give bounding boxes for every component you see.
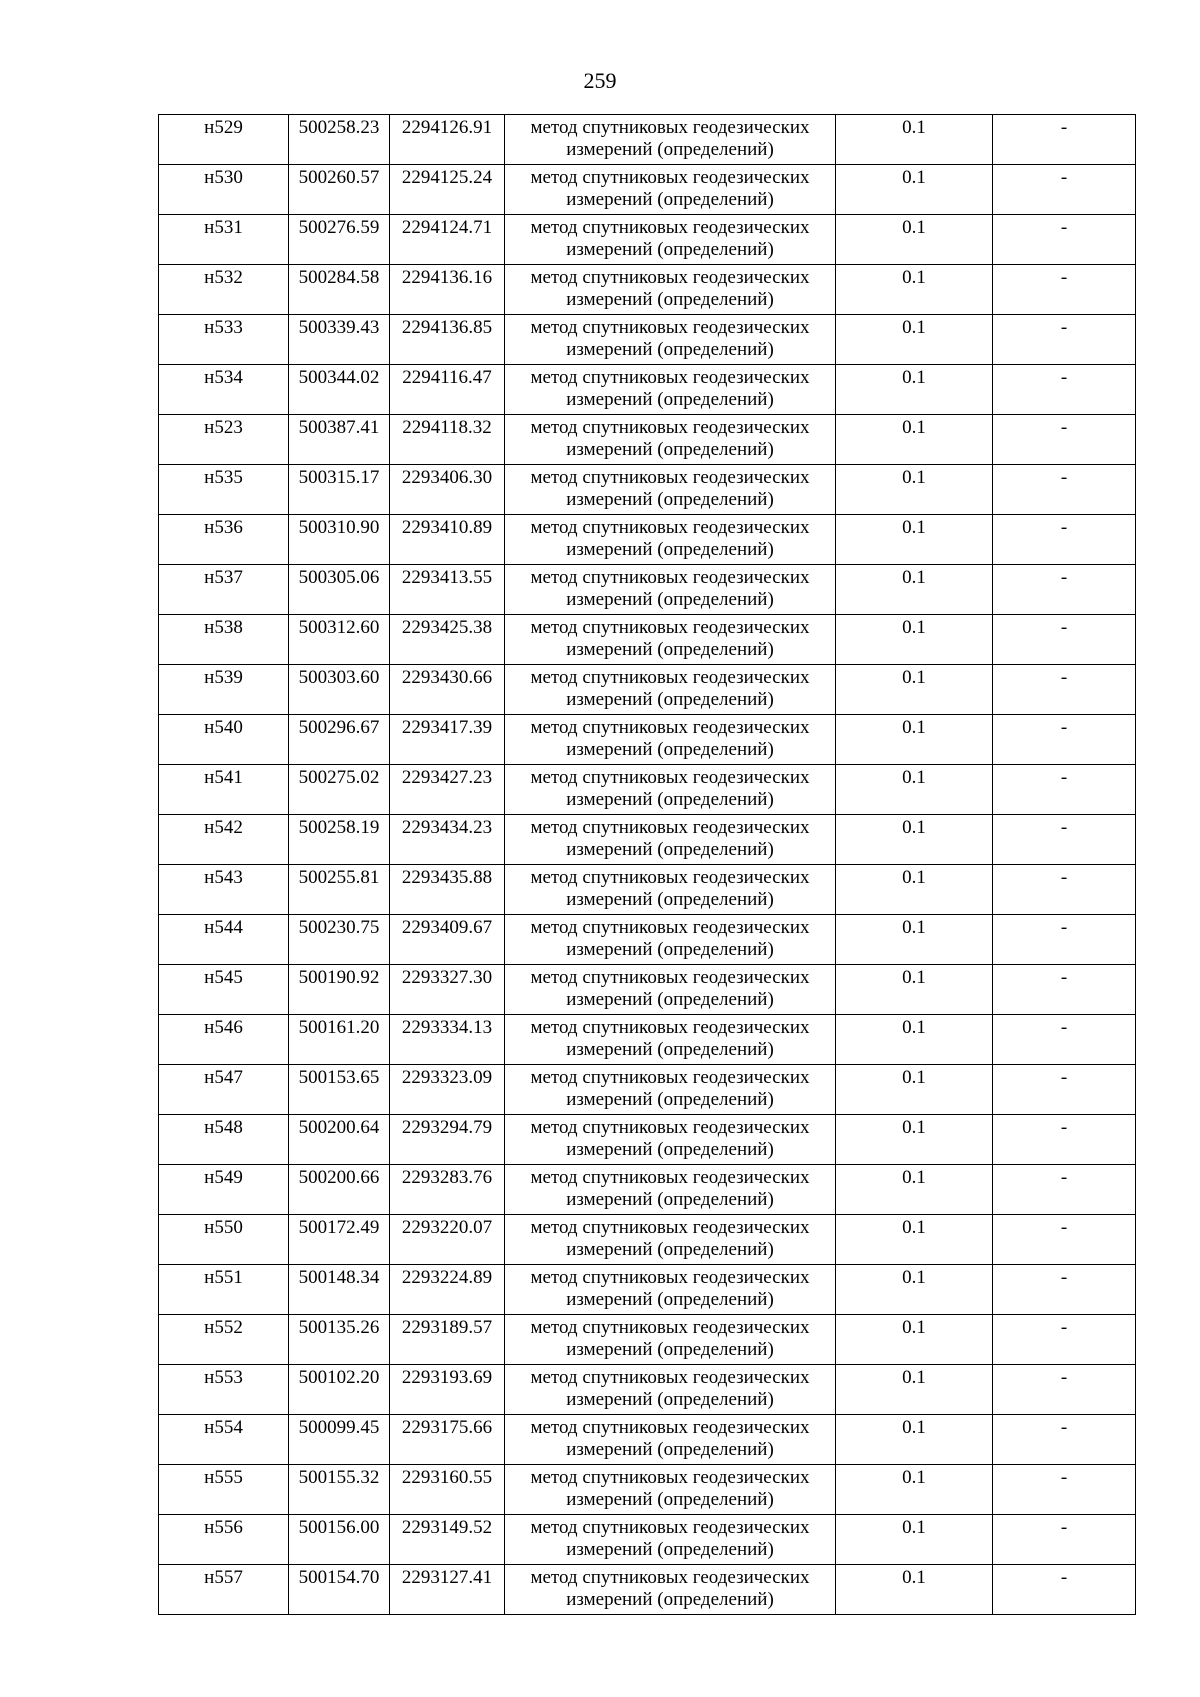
method-line-1: метод спутниковых геодезических xyxy=(530,417,810,438)
method-line-1: метод спутниковых геодезических xyxy=(530,167,810,188)
accuracy-cell: 0.1 xyxy=(836,415,993,465)
accuracy-cell: 0.1 xyxy=(836,1365,993,1415)
y-coordinate-cell: 2293193.69 xyxy=(390,1365,505,1415)
table-row xyxy=(159,1365,1136,1415)
method-line-2: измерений (определений) xyxy=(566,1589,774,1610)
x-coordinate-cell: 500148.34 xyxy=(289,1265,390,1315)
method-line-1: метод спутниковых геодезических xyxy=(530,267,810,288)
method-line-1: метод спутниковых геодезических xyxy=(530,667,810,688)
method-line-1: метод спутниковых геодезических xyxy=(530,1267,810,1288)
table-row xyxy=(159,765,1136,815)
method-cell xyxy=(505,1165,836,1215)
point-name-cell: н535 xyxy=(159,465,289,515)
point-name-cell: н548 xyxy=(159,1115,289,1165)
accuracy-cell: 0.1 xyxy=(836,765,993,815)
table-row xyxy=(159,1465,1136,1515)
table-row xyxy=(159,965,1136,1015)
method-line-1: метод спутниковых геодезических xyxy=(530,1067,810,1088)
extra-cell: - xyxy=(993,1515,1136,1565)
accuracy-cell: 0.1 xyxy=(836,1265,993,1315)
method-cell xyxy=(505,1015,836,1065)
method-cell xyxy=(505,515,836,565)
method-cell xyxy=(505,965,836,1015)
table-row xyxy=(159,1265,1136,1315)
x-coordinate-cell: 500305.06 xyxy=(289,565,390,615)
y-coordinate-cell: 2293160.55 xyxy=(390,1465,505,1515)
accuracy-cell: 0.1 xyxy=(836,715,993,765)
extra-cell: - xyxy=(993,665,1136,715)
method-line-1: метод спутниковых геодезических xyxy=(530,1517,810,1538)
extra-cell: - xyxy=(993,515,1136,565)
accuracy-cell: 0.1 xyxy=(836,1415,993,1465)
method-line-2: измерений (определений) xyxy=(566,339,774,360)
accuracy-cell: 0.1 xyxy=(836,915,993,965)
x-coordinate-cell: 500190.92 xyxy=(289,965,390,1015)
method-line-1: метод спутниковых геодезических xyxy=(530,1217,810,1238)
x-coordinate-cell: 500099.45 xyxy=(289,1415,390,1465)
method-line-1: метод спутниковых геодезических xyxy=(530,1567,810,1588)
method-cell xyxy=(505,1515,836,1565)
method-line-2: измерений (определений) xyxy=(566,439,774,460)
point-name-cell: н555 xyxy=(159,1465,289,1515)
y-coordinate-cell: 2293175.66 xyxy=(390,1415,505,1465)
method-line-1: метод спутниковых геодезических xyxy=(530,1367,810,1388)
method-line-2: измерений (определений) xyxy=(566,389,774,410)
accuracy-cell: 0.1 xyxy=(836,1115,993,1165)
x-coordinate-cell: 500153.65 xyxy=(289,1065,390,1115)
method-line-2: измерений (определений) xyxy=(566,1239,774,1260)
accuracy-cell: 0.1 xyxy=(836,1565,993,1615)
method-line-1: метод спутниковых геодезических xyxy=(530,967,810,988)
y-coordinate-cell: 2293294.79 xyxy=(390,1115,505,1165)
y-coordinate-cell: 2293430.66 xyxy=(390,665,505,715)
accuracy-cell: 0.1 xyxy=(836,1465,993,1515)
point-name-cell: н547 xyxy=(159,1065,289,1115)
point-name-cell: н543 xyxy=(159,865,289,915)
x-coordinate-cell: 500135.26 xyxy=(289,1315,390,1365)
method-line-1: метод спутниковых геодезических xyxy=(530,1167,810,1188)
method-cell xyxy=(505,1365,836,1415)
accuracy-cell: 0.1 xyxy=(836,1015,993,1065)
table-row xyxy=(159,515,1136,565)
table-row xyxy=(159,865,1136,915)
table-row xyxy=(159,115,1136,165)
method-line-1: метод спутниковых геодезических xyxy=(530,1317,810,1338)
x-coordinate-cell: 500260.57 xyxy=(289,165,390,215)
y-coordinate-cell: 2293406.30 xyxy=(390,465,505,515)
method-line-2: измерений (определений) xyxy=(566,139,774,160)
method-line-2: измерений (определений) xyxy=(566,289,774,310)
extra-cell: - xyxy=(993,315,1136,365)
method-line-2: измерений (определений) xyxy=(566,939,774,960)
extra-cell: - xyxy=(993,415,1136,465)
method-cell xyxy=(505,1065,836,1115)
method-line-1: метод спутниковых геодезических xyxy=(530,1117,810,1138)
method-line-2: измерений (определений) xyxy=(566,1189,774,1210)
point-name-cell: н544 xyxy=(159,915,289,965)
extra-cell: - xyxy=(993,1565,1136,1615)
extra-cell: - xyxy=(993,1015,1136,1065)
method-line-2: измерений (определений) xyxy=(566,1339,774,1360)
accuracy-cell: 0.1 xyxy=(836,1065,993,1115)
table-row xyxy=(159,1415,1136,1465)
x-coordinate-cell: 500312.60 xyxy=(289,615,390,665)
x-coordinate-cell: 500200.66 xyxy=(289,1165,390,1215)
method-line-2: измерений (определений) xyxy=(566,489,774,510)
accuracy-cell: 0.1 xyxy=(836,115,993,165)
y-coordinate-cell: 2293410.89 xyxy=(390,515,505,565)
x-coordinate-cell: 500102.20 xyxy=(289,1365,390,1415)
method-line-2: измерений (определений) xyxy=(566,739,774,760)
method-line-2: измерений (определений) xyxy=(566,1439,774,1460)
y-coordinate-cell: 2293127.41 xyxy=(390,1565,505,1615)
y-coordinate-cell: 2293149.52 xyxy=(390,1515,505,1565)
extra-cell: - xyxy=(993,1065,1136,1115)
method-cell xyxy=(505,915,836,965)
method-cell xyxy=(505,1265,836,1315)
extra-cell: - xyxy=(993,815,1136,865)
y-coordinate-cell: 2293413.55 xyxy=(390,565,505,615)
x-coordinate-cell: 500172.49 xyxy=(289,1215,390,1265)
table-row xyxy=(159,415,1136,465)
table-row xyxy=(159,565,1136,615)
extra-cell: - xyxy=(993,215,1136,265)
x-coordinate-cell: 500315.17 xyxy=(289,465,390,515)
y-coordinate-cell: 2293189.57 xyxy=(390,1315,505,1365)
extra-cell: - xyxy=(993,1415,1136,1465)
x-coordinate-cell: 500303.60 xyxy=(289,665,390,715)
table-row xyxy=(159,1165,1136,1215)
table-row xyxy=(159,1515,1136,1565)
point-name-cell: н539 xyxy=(159,665,289,715)
method-cell xyxy=(505,665,836,715)
extra-cell: - xyxy=(993,615,1136,665)
table-row xyxy=(159,715,1136,765)
method-cell xyxy=(505,865,836,915)
method-line-2: измерений (определений) xyxy=(566,1289,774,1310)
table-row xyxy=(159,465,1136,515)
method-line-2: измерений (определений) xyxy=(566,539,774,560)
point-name-cell: н541 xyxy=(159,765,289,815)
method-cell xyxy=(505,365,836,415)
method-cell xyxy=(505,715,836,765)
accuracy-cell: 0.1 xyxy=(836,1215,993,1265)
point-name-cell: н553 xyxy=(159,1365,289,1415)
method-line-2: измерений (определений) xyxy=(566,1139,774,1160)
x-coordinate-cell: 500154.70 xyxy=(289,1565,390,1615)
x-coordinate-cell: 500387.41 xyxy=(289,415,390,465)
extra-cell: - xyxy=(993,165,1136,215)
extra-cell: - xyxy=(993,1115,1136,1165)
extra-cell: - xyxy=(993,1165,1136,1215)
y-coordinate-cell: 2293220.07 xyxy=(390,1215,505,1265)
accuracy-cell: 0.1 xyxy=(836,1315,993,1365)
method-cell xyxy=(505,265,836,315)
method-line-1: метод спутниковых геодезических xyxy=(530,817,810,838)
method-line-2: измерений (определений) xyxy=(566,1039,774,1060)
y-coordinate-cell: 2293409.67 xyxy=(390,915,505,965)
x-coordinate-cell: 500255.81 xyxy=(289,865,390,915)
extra-cell: - xyxy=(993,115,1136,165)
method-line-1: метод спутниковых геодезических xyxy=(530,867,810,888)
method-line-2: измерений (определений) xyxy=(566,239,774,260)
method-cell xyxy=(505,1215,836,1265)
x-coordinate-cell: 500275.02 xyxy=(289,765,390,815)
accuracy-cell: 0.1 xyxy=(836,465,993,515)
method-line-2: измерений (определений) xyxy=(566,189,774,210)
point-name-cell: н532 xyxy=(159,265,289,315)
method-line-2: измерений (определений) xyxy=(566,1539,774,1560)
table-row xyxy=(159,915,1136,965)
x-coordinate-cell: 500339.43 xyxy=(289,315,390,365)
accuracy-cell: 0.1 xyxy=(836,215,993,265)
point-name-cell: н534 xyxy=(159,365,289,415)
method-line-1: метод спутниковых геодезических xyxy=(530,1417,810,1438)
y-coordinate-cell: 2293323.09 xyxy=(390,1065,505,1115)
x-coordinate-cell: 500230.75 xyxy=(289,915,390,965)
point-name-cell: н523 xyxy=(159,415,289,465)
method-cell xyxy=(505,1465,836,1515)
point-name-cell: н546 xyxy=(159,1015,289,1065)
method-line-2: измерений (определений) xyxy=(566,889,774,910)
extra-cell: - xyxy=(993,715,1136,765)
table-row xyxy=(159,215,1136,265)
extra-cell: - xyxy=(993,1265,1136,1315)
method-line-1: метод спутниковых геодезических xyxy=(530,767,810,788)
y-coordinate-cell: 2293334.13 xyxy=(390,1015,505,1065)
point-name-cell: н529 xyxy=(159,115,289,165)
x-coordinate-cell: 500296.67 xyxy=(289,715,390,765)
point-name-cell: н538 xyxy=(159,615,289,665)
point-name-cell: н557 xyxy=(159,1565,289,1615)
x-coordinate-cell: 500200.64 xyxy=(289,1115,390,1165)
accuracy-cell: 0.1 xyxy=(836,615,993,665)
accuracy-cell: 0.1 xyxy=(836,515,993,565)
method-cell xyxy=(505,115,836,165)
accuracy-cell: 0.1 xyxy=(836,865,993,915)
method-line-1: метод спутниковых геодезических xyxy=(530,917,810,938)
point-name-cell: н530 xyxy=(159,165,289,215)
extra-cell: - xyxy=(993,965,1136,1015)
method-cell xyxy=(505,315,836,365)
method-line-1: метод спутниковых геодезических xyxy=(530,517,810,538)
x-coordinate-cell: 500155.32 xyxy=(289,1465,390,1515)
table-body xyxy=(159,115,1136,1615)
method-cell xyxy=(505,1315,836,1365)
method-line-1: метод спутниковых геодезических xyxy=(530,317,810,338)
accuracy-cell: 0.1 xyxy=(836,1515,993,1565)
method-line-1: метод спутниковых геодезических xyxy=(530,467,810,488)
method-cell xyxy=(505,615,836,665)
method-line-1: метод спутниковых геодезических xyxy=(530,117,810,138)
point-name-cell: н556 xyxy=(159,1515,289,1565)
x-coordinate-cell: 500310.90 xyxy=(289,515,390,565)
coordinates-table xyxy=(158,114,1136,1615)
y-coordinate-cell: 2293224.89 xyxy=(390,1265,505,1315)
method-cell xyxy=(505,165,836,215)
extra-cell: - xyxy=(993,765,1136,815)
x-coordinate-cell: 500276.59 xyxy=(289,215,390,265)
extra-cell: - xyxy=(993,1465,1136,1515)
point-name-cell: н552 xyxy=(159,1315,289,1365)
method-cell xyxy=(505,1415,836,1465)
point-name-cell: н554 xyxy=(159,1415,289,1465)
table-row xyxy=(159,165,1136,215)
method-cell xyxy=(505,415,836,465)
table-row xyxy=(159,265,1136,315)
point-name-cell: н542 xyxy=(159,815,289,865)
method-line-2: измерений (определений) xyxy=(566,789,774,810)
extra-cell: - xyxy=(993,1365,1136,1415)
x-coordinate-cell: 500161.20 xyxy=(289,1015,390,1065)
y-coordinate-cell: 2294124.71 xyxy=(390,215,505,265)
extra-cell: - xyxy=(993,1215,1136,1265)
extra-cell: - xyxy=(993,265,1136,315)
table-row xyxy=(159,1065,1136,1115)
method-cell xyxy=(505,1565,836,1615)
y-coordinate-cell: 2293427.23 xyxy=(390,765,505,815)
method-line-1: метод спутниковых геодезических xyxy=(530,617,810,638)
table-row xyxy=(159,1015,1136,1065)
page-number: 259 xyxy=(583,68,617,93)
method-cell xyxy=(505,215,836,265)
x-coordinate-cell: 500258.19 xyxy=(289,815,390,865)
method-line-1: метод спутниковых геодезических xyxy=(530,567,810,588)
accuracy-cell: 0.1 xyxy=(836,1165,993,1215)
method-line-2: измерений (определений) xyxy=(566,1089,774,1110)
method-cell xyxy=(505,1115,836,1165)
table-row xyxy=(159,1565,1136,1615)
y-coordinate-cell: 2294116.47 xyxy=(390,365,505,415)
y-coordinate-cell: 2293327.30 xyxy=(390,965,505,1015)
method-cell xyxy=(505,815,836,865)
point-name-cell: н536 xyxy=(159,515,289,565)
table-row xyxy=(159,1115,1136,1165)
y-coordinate-cell: 2293425.38 xyxy=(390,615,505,665)
point-name-cell: н540 xyxy=(159,715,289,765)
extra-cell: - xyxy=(993,1315,1136,1365)
point-name-cell: н531 xyxy=(159,215,289,265)
y-coordinate-cell: 2293417.39 xyxy=(390,715,505,765)
y-coordinate-cell: 2294125.24 xyxy=(390,165,505,215)
extra-cell: - xyxy=(993,865,1136,915)
method-line-1: метод спутниковых геодезических xyxy=(530,217,810,238)
extra-cell: - xyxy=(993,565,1136,615)
method-line-2: измерений (определений) xyxy=(566,839,774,860)
y-coordinate-cell: 2294126.91 xyxy=(390,115,505,165)
y-coordinate-cell: 2294136.85 xyxy=(390,315,505,365)
x-coordinate-cell: 500284.58 xyxy=(289,265,390,315)
method-line-1: метод спутниковых геодезических xyxy=(530,1467,810,1488)
method-line-2: измерений (определений) xyxy=(566,989,774,1010)
table-row xyxy=(159,665,1136,715)
y-coordinate-cell: 2293283.76 xyxy=(390,1165,505,1215)
point-name-cell: н545 xyxy=(159,965,289,1015)
x-coordinate-cell: 500156.00 xyxy=(289,1515,390,1565)
point-name-cell: н533 xyxy=(159,315,289,365)
y-coordinate-cell: 2294118.32 xyxy=(390,415,505,465)
point-name-cell: н551 xyxy=(159,1265,289,1315)
extra-cell: - xyxy=(993,465,1136,515)
method-line-1: метод спутниковых геодезических xyxy=(530,717,810,738)
point-name-cell: н550 xyxy=(159,1215,289,1265)
accuracy-cell: 0.1 xyxy=(836,965,993,1015)
accuracy-cell: 0.1 xyxy=(836,565,993,615)
method-line-2: измерений (определений) xyxy=(566,589,774,610)
y-coordinate-cell: 2294136.16 xyxy=(390,265,505,315)
method-cell xyxy=(505,565,836,615)
table-row xyxy=(159,315,1136,365)
table-row xyxy=(159,615,1136,665)
table-row xyxy=(159,1315,1136,1365)
method-line-1: метод спутниковых геодезических xyxy=(530,1017,810,1038)
table-row xyxy=(159,815,1136,865)
table-row xyxy=(159,1215,1136,1265)
accuracy-cell: 0.1 xyxy=(836,365,993,415)
method-cell xyxy=(505,765,836,815)
method-line-2: измерений (определений) xyxy=(566,1389,774,1410)
accuracy-cell: 0.1 xyxy=(836,265,993,315)
accuracy-cell: 0.1 xyxy=(836,165,993,215)
extra-cell: - xyxy=(993,915,1136,965)
accuracy-cell: 0.1 xyxy=(836,815,993,865)
x-coordinate-cell: 500344.02 xyxy=(289,365,390,415)
method-line-2: измерений (определений) xyxy=(566,639,774,660)
y-coordinate-cell: 2293434.23 xyxy=(390,815,505,865)
table-row xyxy=(159,365,1136,415)
point-name-cell: н537 xyxy=(159,565,289,615)
accuracy-cell: 0.1 xyxy=(836,315,993,365)
x-coordinate-cell: 500258.23 xyxy=(289,115,390,165)
method-cell xyxy=(505,465,836,515)
method-line-1: метод спутниковых геодезических xyxy=(530,367,810,388)
y-coordinate-cell: 2293435.88 xyxy=(390,865,505,915)
method-line-2: измерений (определений) xyxy=(566,1489,774,1510)
point-name-cell: н549 xyxy=(159,1165,289,1215)
extra-cell: - xyxy=(993,365,1136,415)
accuracy-cell: 0.1 xyxy=(836,665,993,715)
method-line-2: измерений (определений) xyxy=(566,689,774,710)
